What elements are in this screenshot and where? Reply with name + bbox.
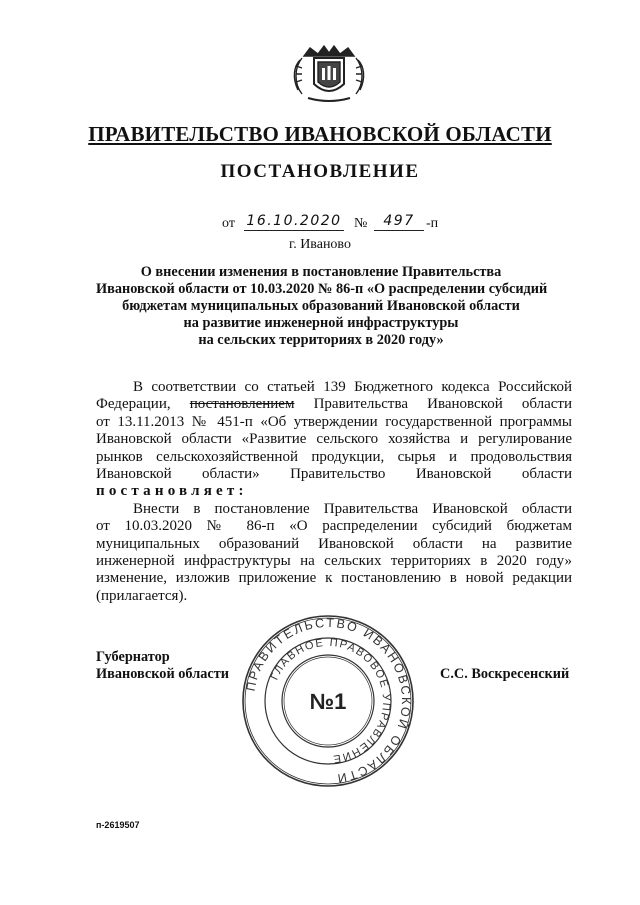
official-stamp — [241, 614, 415, 788]
body-line — [96, 396, 572, 413]
subject-line: на развитие инженерной инфраструктуры — [183, 315, 459, 331]
body-line: (прилагается). — [96, 587, 188, 604]
footer-code: п-2619507 — [96, 820, 140, 830]
body-text-fragment: Правительства Ивановской области — [313, 396, 573, 413]
body-line: от 13.11.2013 № 451-п «Об утверждении государственной программы — [96, 413, 572, 430]
body-line: Внести в постановление Правительства Ивановской области — [133, 500, 572, 517]
body-line: муниципальных образований Ивановской области на развитие — [96, 535, 572, 552]
body-text-fragment: Федерации, — [96, 396, 171, 413]
handwritten-number: 497 — [374, 212, 424, 231]
subject-line: О внесении изменения в постановление Правительства — [140, 264, 502, 280]
subject-line: на сельских территориях в 2020 году» — [198, 332, 444, 348]
position-line: Губернатор — [96, 649, 170, 665]
body-line: Ивановской области «Развитие сельского хозяйства и регулирование — [96, 431, 572, 448]
stamp-inner-text: ГЛАВНОЕ ПРАВОВОЕ УПРАВЛЕНИЕ — [268, 636, 393, 765]
dateline — [222, 212, 462, 234]
subject-line: бюджетам муниципальных образований Ивановской области — [122, 298, 520, 314]
body-line: от 10.03.2020 № 86-п «О распределении субсидий бюджетам — [96, 518, 572, 535]
document-type-title: ПОСТАНОВЛЕНИЕ — [220, 161, 420, 182]
city-line: г. Иваново — [289, 237, 351, 252]
coat-of-arms-icon — [288, 44, 370, 106]
body-line: Ивановской области» Правительство Ивановской области — [96, 465, 572, 482]
body-line: рынков сельскохозяйственной продукции, сырья и продовольствия — [96, 448, 572, 465]
struck-word: постановлением — [189, 396, 295, 413]
position-line: Ивановской области — [96, 666, 229, 682]
body-line: инженерной инфраструктуры на сельских территориях в 2020 году» — [96, 552, 572, 569]
signatory-name: С.С. Воскресенский — [440, 666, 570, 682]
document-subject — [96, 264, 546, 349]
number-label: № — [354, 216, 368, 231]
number-suffix: -п — [426, 216, 439, 231]
date-from-label: от — [222, 216, 235, 231]
document-body — [96, 379, 572, 605]
subject-line: Ивановской области от 10.03.2020 № 86-п «О распределении субсидий — [96, 281, 548, 297]
stamp-outer-text: ПРАВИТЕЛЬСТВО ИВАНОВСКОЙ ОБЛАСТИ — [243, 615, 414, 786]
signatory-position — [96, 649, 229, 683]
resolves-word: постановляет: — [96, 483, 248, 500]
body-line: изменение, изложив приложение к постановлению в новой редакции — [96, 570, 572, 587]
government-title: ПРАВИТЕЛЬСТВО ИВАНОВСКОЙ ОБЛАСТИ — [88, 122, 552, 146]
body-line: В соответствии со статьей 139 Бюджетного кодекса Российской — [133, 379, 572, 395]
handwritten-date: 16.10.2020 — [244, 212, 344, 231]
stamp-number: №1 — [309, 689, 347, 714]
